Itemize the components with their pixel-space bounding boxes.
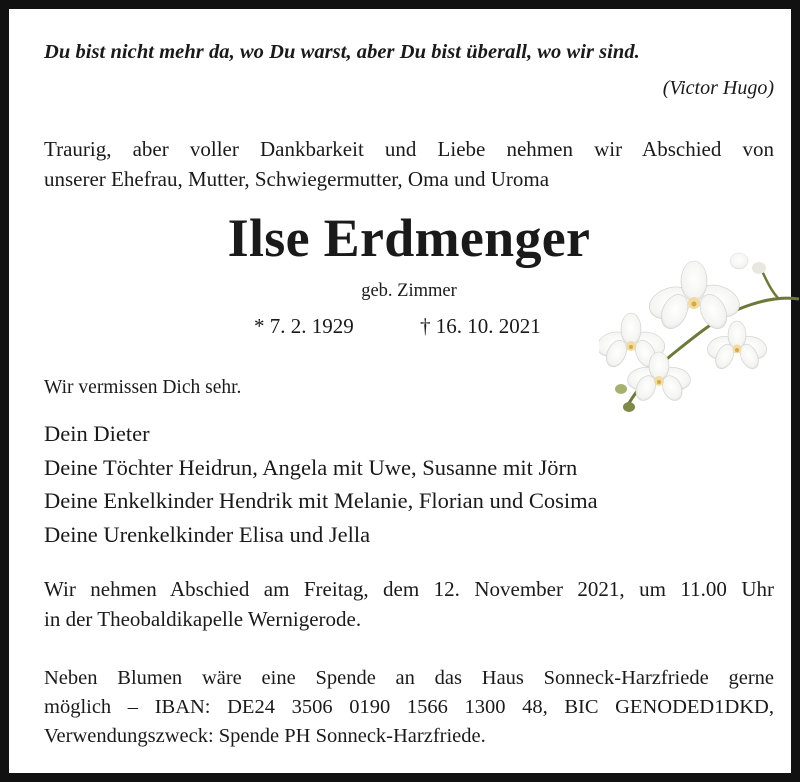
farewell-line-1: Wir nehmen Abschied am Freitag, dem 12. November 2021, um 11.00 Uhr <box>44 577 774 601</box>
intro-text <box>44 134 774 194</box>
intro-line-2: unserer Ehefrau, Mutter, Schwiegermutter, Oma und Uroma <box>44 167 550 191</box>
intro-line-1: Traurig, aber voller Dankbarkeit und Liebe nehmen wir Abschied von <box>44 137 774 161</box>
farewell-line-2: in der Theobaldikapelle Wernigerode. <box>44 607 362 631</box>
donation-line-2: möglich – IBAN: DE24 3506 0190 1566 1300 48, BIC GENODED1DKD, <box>44 696 774 718</box>
family-line: Deine Töchter Heidrun, Angela mit Uwe, Susanne mit Jörn <box>44 454 578 480</box>
birth-date: * 7. 2. 1929 <box>254 314 354 338</box>
donation-line-1: Neben Blumen wäre eine Spende an das Haus Sonneck-Harzfriede gerne <box>44 667 774 689</box>
deceased-name: Ilse Erdmenger <box>227 208 591 268</box>
orchid-icon <box>599 241 800 421</box>
donation-line-3: Verwendungszweck: Spende PH Sonneck-Harzfriede. <box>44 725 486 747</box>
family-line: Dein Dieter <box>44 421 150 446</box>
death-date: † 16. 10. 2021 <box>420 314 541 338</box>
family-line: Deine Enkelkinder Hendrik mit Melanie, Florian und Cosima <box>44 488 598 513</box>
motto-quote: Du bist nicht mehr da, wo Du warst, aber Du bist überall, wo wir sind. <box>44 41 640 63</box>
donation-text <box>44 664 774 751</box>
family-list <box>44 417 598 551</box>
miss-line: Wir vermissen Dich sehr. <box>44 377 242 398</box>
farewell-text <box>44 574 774 634</box>
birth-name: geb. Zimmer <box>361 281 457 301</box>
quote-author: (Victor Hugo) <box>662 77 774 99</box>
family-line: Deine Urenkelkinder Elisa und Jella <box>44 521 371 547</box>
